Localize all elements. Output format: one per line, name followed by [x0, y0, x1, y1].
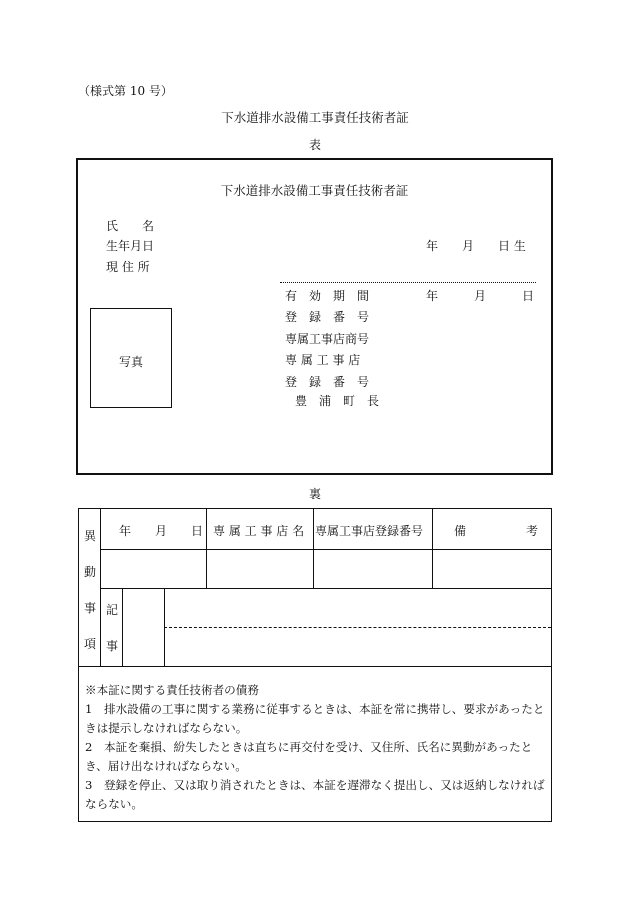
name-label: 氏 名 [106, 219, 155, 233]
record-label-char: 記 [106, 603, 119, 617]
record-label-rule [122, 588, 123, 666]
back-card [78, 508, 552, 822]
address-label: 現 住 所 [106, 260, 150, 274]
side-label-char: 項 [84, 637, 97, 651]
table-rule-bottom [79, 666, 551, 667]
side-column-rule [100, 509, 101, 666]
document-title: 下水道排水設備工事責任技術者証 [221, 110, 409, 125]
col-header-shop-registration: 専属工事店登録番号 [315, 524, 424, 538]
front-card [76, 158, 553, 475]
responsibilities-notes [85, 681, 547, 814]
note-item-1: 1 排水設備の工事に関する業務に従事するときは、本証を常に携帯し、要求があったときは提示しなければならない。 [85, 702, 545, 735]
side-label-char: 動 [84, 565, 97, 579]
validity-label: 有 効 期 間 [285, 289, 370, 303]
photo-box [90, 308, 172, 408]
dob-date-placeholder: 年 月 日 生 [426, 239, 526, 253]
validity-date-placeholder: 年 月 日 [426, 289, 535, 303]
record-dashed-rule [164, 627, 551, 628]
dotted-separator [280, 282, 536, 283]
card-title: 下水道排水設備工事責任技術者証 [220, 183, 409, 198]
col-header-shop-name: 専 属 工 事 店 名 [213, 524, 305, 538]
record-label-char: 事 [106, 639, 119, 653]
column-rule-3 [432, 509, 433, 588]
table-rule-row [100, 588, 551, 589]
back-side-label: 裏 [308, 487, 321, 501]
column-rule-1 [206, 509, 207, 588]
notes-title: ※本証に関する責任技術者の債務 [85, 683, 259, 697]
column-rule-2 [313, 509, 314, 588]
record-column-rule [164, 588, 165, 666]
registration-label: 登 録 番 号 [285, 310, 370, 324]
front-side-label: 表 [308, 138, 321, 152]
side-label-char: 事 [84, 601, 97, 615]
table-rule-header [100, 549, 551, 550]
dob-label: 生年月日 [106, 239, 155, 253]
note-item-3: 3 登録を停止、又は取り消されたときは、本証を遅滞なく提出し、又は返納しなければならない。 [85, 778, 545, 811]
shop-label: 専 属 工 事 店 [285, 353, 361, 367]
side-label-char: 異 [84, 529, 97, 543]
col-header-date: 年 月 日 [119, 524, 204, 538]
shop-name-label: 専属工事店商号 [285, 332, 370, 346]
shop-registration-label: 登 録 番 号 [285, 375, 370, 389]
mayor-label: 豊 浦 町 長 [295, 394, 380, 408]
form-number: （様式第 10 号） [78, 84, 173, 98]
col-header-remarks: 備 考 [454, 524, 539, 538]
photo-label: 写真 [118, 355, 143, 369]
note-item-2: 2 本証を棄損、紛失したときは直ちに再交付を受け、又住所、氏名に異動があったとき、届け出なければならない。 [85, 740, 533, 773]
